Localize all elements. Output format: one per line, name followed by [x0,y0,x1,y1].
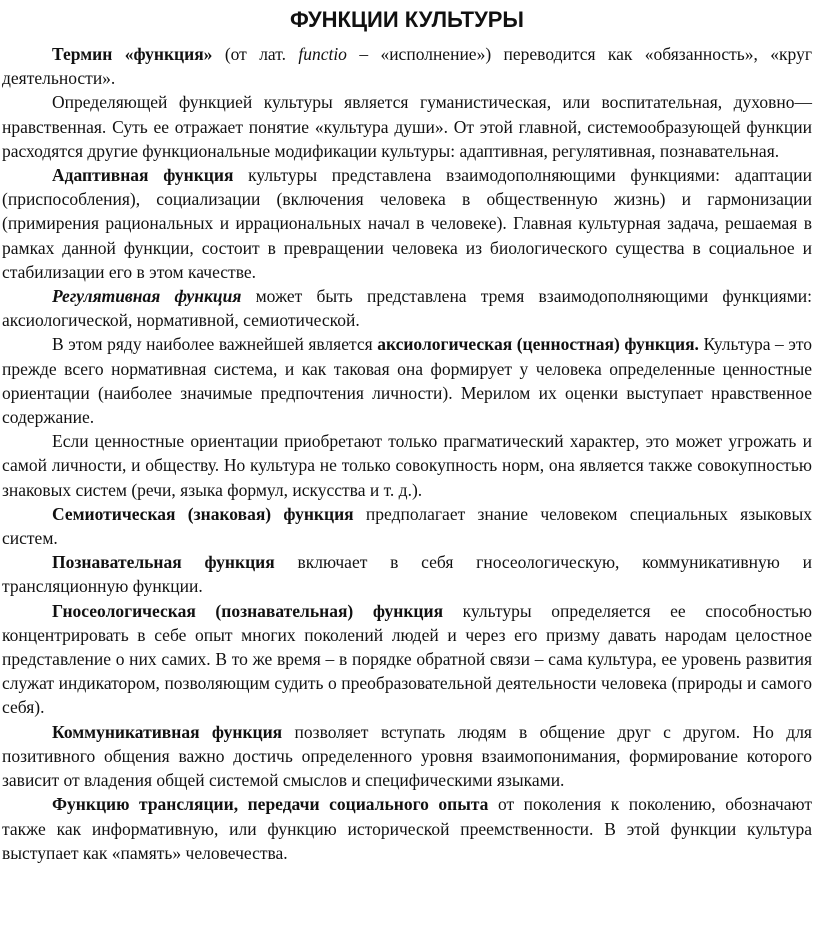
paragraph-text: культуры представлена взаимодополняющими функциями: адаптации (приспособления), социализации (включения человека в общественную жизнь) и гармонизации (примирения рациональных и иррациональных начал в человеке). Главная культурная задача, решаемая в рамках данной функции, состоит в превращении человека из биологического существа в социальное и стабилизации его в этом качестве. [2,165,812,282]
page-title: ФУНКЦИИ КУЛЬТУРЫ [290,7,524,32]
paragraph-text: Если ценностные ориентации приобретают только прагматический характер, это может угрожать и самой личности, и обществу. Но культура не только совокупность норм, она является также совокупностью знаковых систем (речи, языка формул, искусства и т. д.). [2,431,812,500]
paragraph-text: от поколения к поколению, обозначают также как информативную, или функцию исторической преемственности. В этой функции культура выступает как «память» человечества. [2,794,813,863]
paragraph-text: предполагает знание человеком специальных языковых систем. [2,503,813,549]
term-heading-italic: Регулятивная функция [52,286,242,307]
term-heading: Гносеологическая (познавательная) функция [52,600,444,621]
term-heading: аксиологическая (ценностная) функция. [377,334,699,355]
paragraph-communicative-function [2,720,812,793]
paragraph-regulative-function [2,284,812,332]
term-heading: Термин «функция» [52,44,213,64]
paragraph-text: позволяет вступать людям в общение друг с другом. Но для позитивного общения важно достичь определенного уровня взаимопонимания, формирование которого зависит от владения общей системой смыслов и специфическими языками. [2,721,812,791]
paragraph-cognitive-function [2,550,812,598]
term-heading: Познавательная функция [52,552,275,573]
term-heading: Семиотическая (знаковая) функция [52,503,354,524]
latin-term: functio [298,44,347,64]
paragraph-text: (от лат. [212,44,299,64]
paragraph-text: – «исполнение») переводится как «обязанность», «круг деятельности». [2,44,812,89]
document-page [0,4,816,949]
paragraph-text: культуры определяется ее способностью концентрировать в себе опыт многих поколений людей и через его призму давать народам целостное представление о них самих. В то же время – в порядке обратной связи – сама культура, ее уровень развития служат индикатором, позволяющим судить о преобразовательной деятельности человека (природы и самого себя). [2,600,812,718]
paragraph-gnoseological-function [2,599,812,720]
term-heading: Адаптивная функция [52,165,234,186]
paragraph-axiological-function [2,332,812,429]
paragraph-term-function [2,42,812,90]
paragraph-translation-function [2,792,812,865]
term-heading [52,286,241,306]
paragraph-main-function [2,90,812,163]
paragraph-text: может быть представлена тремя взаимодополняющими функциями: аксиологической, нормативной, семиотической. [2,286,813,331]
paragraph-semiotic-function [2,502,812,550]
paragraph-value-orientations [2,429,812,502]
paragraph-text: Определяющей функцией культуры является гуманистическая, или воспитательная, духовно—нравственная. Суть ее отражает понятие «культура души». От этой главной, системообразующей функции расходятся другие функциональные модификации культуры: адаптивная, регулятивная, познавательная. [2,92,812,161]
paragraph-text: В этом ряду наиболее важнейшей является [52,334,378,355]
term-heading: Коммуникативная функция [52,721,283,742]
paragraph-text: включает в себя гносеологическую, коммуникативную и трансляционную функции. [2,552,812,597]
paragraph-adaptive-function [2,163,812,284]
paragraph-text: Культура – это прежде всего нормативная система, и как таковая она формирует у человека определенные ценностные ориентации (наиболее значимые предпочтения личности). Мерилом их оценки выступает нравственное содержание. [2,334,813,428]
term-heading: Функцию трансляции, передачи социального опыта [52,794,489,815]
